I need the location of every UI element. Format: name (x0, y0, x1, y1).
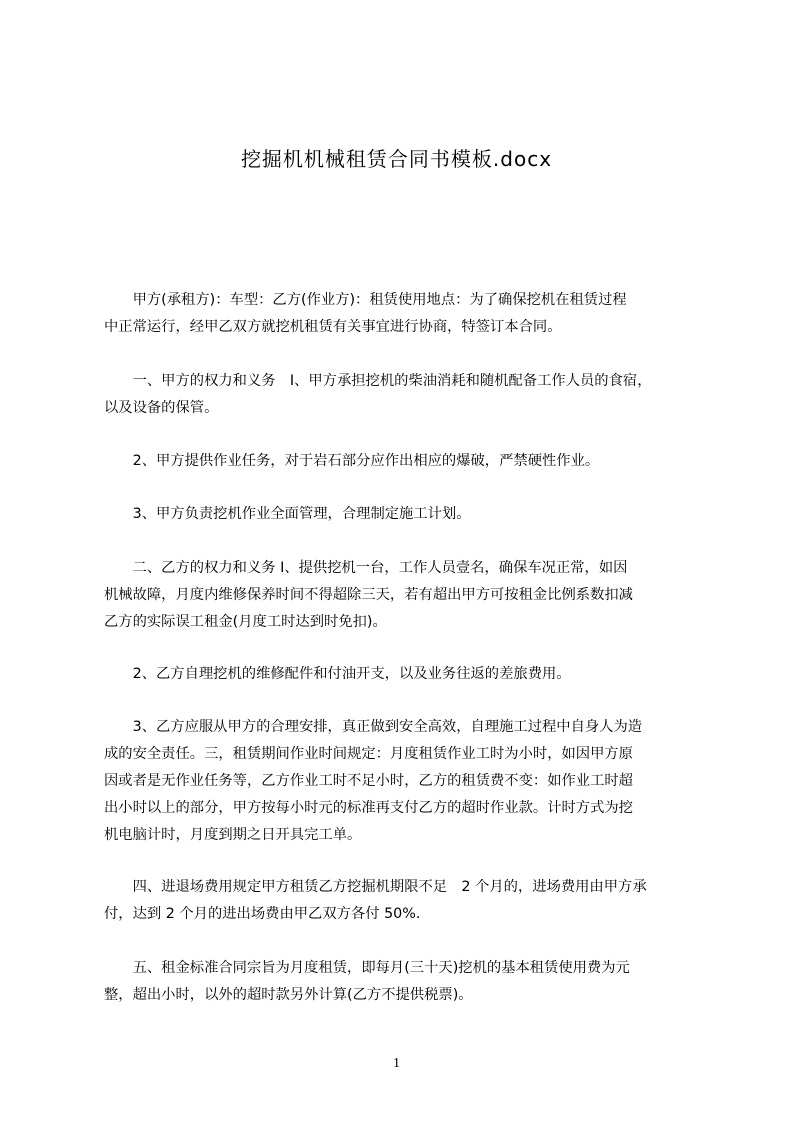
paragraph-rent-standard (104, 955, 704, 1009)
text-line: 2、乙方自理挖机的维修配件和付油开支，以及业务往返的差旅费用。 (104, 666, 571, 682)
text-line: 3、甲方负责挖机作业全面管理，合理制定施工计划。 (104, 506, 471, 522)
text-line: 二、乙方的权力和义务 I、提供挖机一台，工作人员壹名，确保车况正常，如因 (104, 560, 628, 576)
text-line: 五、租金标准合同宗旨为月度租赁，即每月(三十天)挖机的基本租赁使用费为元 (104, 960, 630, 976)
text-line: 四、进退场费用规定甲方租赁乙方挖掘机期限不足 2 个月的，进场费用由甲方承 (104, 879, 647, 895)
paragraph-entry-exit-fees (104, 874, 704, 928)
text-line: 以及设备的保管。 (104, 400, 219, 416)
paragraph-party-a-item-2 (104, 448, 704, 475)
paragraph-party-b-rights (104, 555, 704, 636)
text-line: 机械故障，月度内维修保养时间不得超除三天，若有超出甲方可按租金比例系数扣减 (104, 587, 633, 603)
text-line: 出小时以上的部分，甲方按每小时元的标准再支付乙方的超时作业款。计时方式为挖 (104, 800, 633, 816)
paragraph-party-b-item-2 (104, 661, 704, 688)
paragraph-intro (104, 287, 704, 341)
document-title: 挖掘机机械租赁合同书模板.docx (240, 147, 553, 171)
text-line: 甲方(承租方)：车型：乙方(作业方)：租赁使用地点：为了确保挖机在租赁过程 (104, 292, 627, 308)
paragraph-party-a-rights (104, 368, 704, 422)
text-line: 3、乙方应服从甲方的合理安排，真正做到安全高效，自理施工过程中自身人为造 (104, 719, 643, 735)
text-line: 2、甲方提供作业任务，对于岩石部分应作出相应的爆破，严禁硬性作业。 (104, 453, 600, 469)
paragraph-party-a-item-3 (104, 501, 704, 528)
text-line: 一、甲方的权力和义务 I、甲方承担挖机的柴油消耗和随机配备工作人员的食宿， (104, 373, 652, 389)
paragraph-party-b-item-3 (104, 714, 704, 849)
text-line: 整，超出小时，以外的超时款另外计算(乙方不提供税票)。 (104, 987, 473, 1003)
text-line: 付，达到 2 个月的进出场费由甲乙双方各付 50%. (104, 906, 421, 922)
text-line: 中正常运行，经甲乙双方就挖机租赁有关事宜进行协商，特签订本合同。 (104, 319, 562, 335)
text-line: 因或者是无作业任务等，乙方作业工时不足小时，乙方的租赁费不变：如作业工时超 (104, 773, 633, 789)
page-number: 1 (393, 1056, 400, 1071)
text-line: 乙方的实际误工租金(月度工时达到时免扣)。 (104, 614, 387, 630)
text-line: 成的安全责任。三，租赁期间作业时间规定：月度租赁作业工时为小时，如因甲方原 (104, 746, 633, 762)
text-line: 机电脑计时，月度到期之日开具完工单。 (104, 827, 362, 843)
